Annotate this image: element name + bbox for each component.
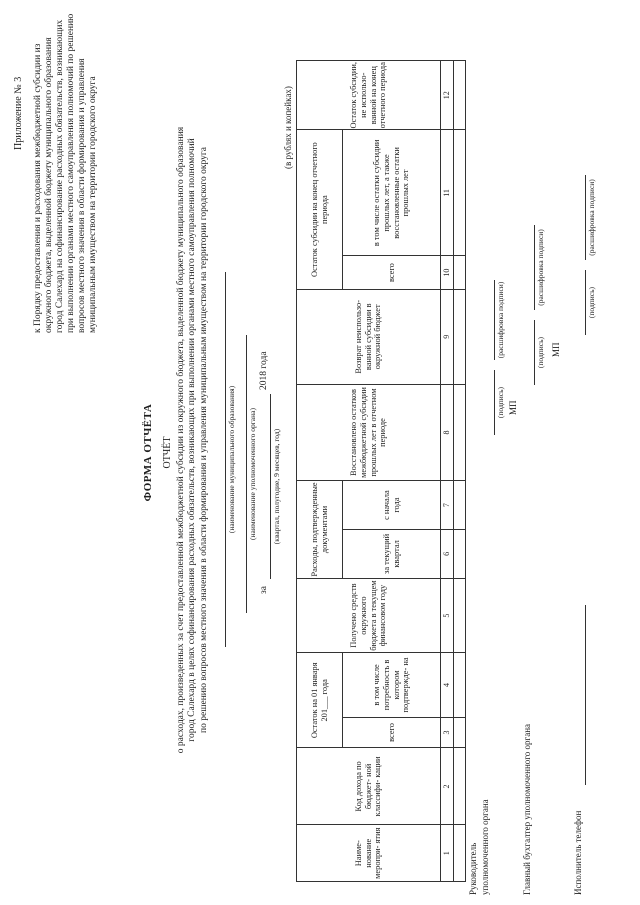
header-current-quarter: за текущий квартал	[343, 530, 441, 579]
column-number-row	[441, 61, 454, 882]
signature-caption: (подпись)	[536, 336, 545, 369]
header-returned: Возврат неиспользо- ванной субсидии в окружной бюджет	[297, 289, 441, 384]
head-decoding-line	[494, 280, 495, 360]
accountant-label: Главный бухгалтер уполномоченного органа	[522, 723, 532, 895]
signature-caption: (подпись)	[496, 386, 505, 419]
header-total-end: всего	[343, 256, 441, 289]
header-need-confirmed: в том числе потребность в котором подтвержде- на	[343, 653, 441, 717]
column-number: 7	[441, 481, 454, 530]
column-number: 2	[441, 748, 454, 825]
column-number: 10	[441, 256, 454, 289]
period-caption: (квартал, полугодие, 9 месяцев, год)	[272, 428, 281, 545]
header-code: Код дохода по бюджет- ной классифи- кации	[297, 748, 441, 825]
subject-line: по решению вопросов местного значения в области формирования и управления муниципальным имуществом на территории городского округа	[198, 147, 209, 733]
header-received: Получено средств окружного бюджета в текущем финансовом году	[297, 578, 441, 653]
column-number: 12	[441, 61, 454, 130]
header-expenses: Расходы, подтвержденные документами	[297, 481, 343, 579]
period-year: 2018 года	[259, 351, 269, 390]
column-number: 9	[441, 289, 454, 384]
column-number: 1	[441, 825, 454, 882]
header-balance-end: Остаток субсидии на конец отчетного периода	[297, 130, 343, 289]
accountant-decoding-line	[534, 225, 535, 310]
subject-line: о расходах, произведенных за счет предоставленной межбюджетной субсидии из окружного бюджета, выделенной бюджету муниципального образования	[176, 126, 186, 754]
appendix-line: к Порядку предоставления и расходования межбюджетной субсидии из	[33, 43, 43, 333]
executor-label: Исполнитель телефон	[573, 810, 583, 895]
appendix-line: при выполнении органами местного самоуправления полномочий по решению	[66, 13, 76, 333]
municipality-caption: (наименование муниципального образования)	[227, 385, 236, 534]
report-table	[296, 60, 466, 882]
column-number: 5	[441, 578, 454, 653]
report-subject	[176, 70, 210, 810]
decoding-caption: (расшифровка подписи)	[496, 281, 505, 359]
stamp-mark: МП	[551, 342, 561, 357]
period-line	[270, 394, 271, 579]
column-number: 11	[441, 130, 454, 256]
subject-line: город Салехард в целях софинансирования расходных обязательств, возникающих при выполнении органами местного самоуправления полномочий	[187, 138, 198, 742]
appendix-title: Приложение № 3	[13, 76, 24, 150]
executor-phone-line	[585, 605, 586, 785]
head-signature-line	[494, 370, 495, 435]
accountant-signature-line	[534, 320, 535, 385]
stamp-mark: МП	[508, 400, 518, 415]
header-incl-past: в том числе остатки субсидии прошлых лет, а также восстановленные остатки прошлых лет	[343, 130, 441, 256]
signature-caption: (подпись)	[587, 286, 596, 319]
column-number: 4	[441, 653, 454, 717]
appendix-line: город Салехард на софинансирование расходных обязательств, возникающих	[55, 19, 65, 333]
appendix-line: окружного бюджета, выделенной бюджету муниципального образования	[44, 37, 54, 333]
authorized-body-caption: (наименование уполномоченного органа)	[248, 408, 257, 540]
decoding-caption: (расшифровка подписи)	[536, 229, 545, 306]
column-number: 6	[441, 530, 454, 579]
table-row	[453, 61, 465, 882]
appendix-line: вопросов местного значения в области формирования и управления	[77, 58, 87, 333]
header-total: всего	[343, 717, 441, 748]
header-balance-start: Остаток на 01 января 201___ года	[297, 653, 343, 748]
column-number: 3	[441, 717, 454, 748]
head-label: уполномоченного органа	[480, 799, 490, 895]
executor-decoding-line	[585, 175, 586, 260]
executor-signature-line	[585, 270, 586, 335]
column-number: 8	[441, 384, 454, 480]
head-label: Руководитель	[468, 842, 478, 895]
units-note: (в рублях и копейках)	[283, 86, 293, 169]
appendix-line: муниципальным имуществом на территории городского округа	[88, 76, 98, 333]
header-from-year-start: с начала года	[343, 481, 441, 530]
authorized-body-line	[246, 335, 247, 613]
header-unused-end: Остаток субсидии, не использо- ванной на конец отчетного периода	[297, 61, 441, 130]
report-heading: ОТЧЁТ	[162, 436, 173, 469]
header-restored: Восстановлено остатков межбюджетной субсидии прошлых лет в отчетном периоде	[297, 384, 441, 480]
form-title: ФОРМА ОТЧЁТА	[142, 403, 154, 502]
decoding-caption: (расшифровка подписи)	[587, 179, 596, 256]
period-prefix: за	[259, 586, 269, 594]
municipality-line	[225, 272, 226, 647]
header-name: Наиме- нование меропри- ятия	[297, 825, 441, 882]
